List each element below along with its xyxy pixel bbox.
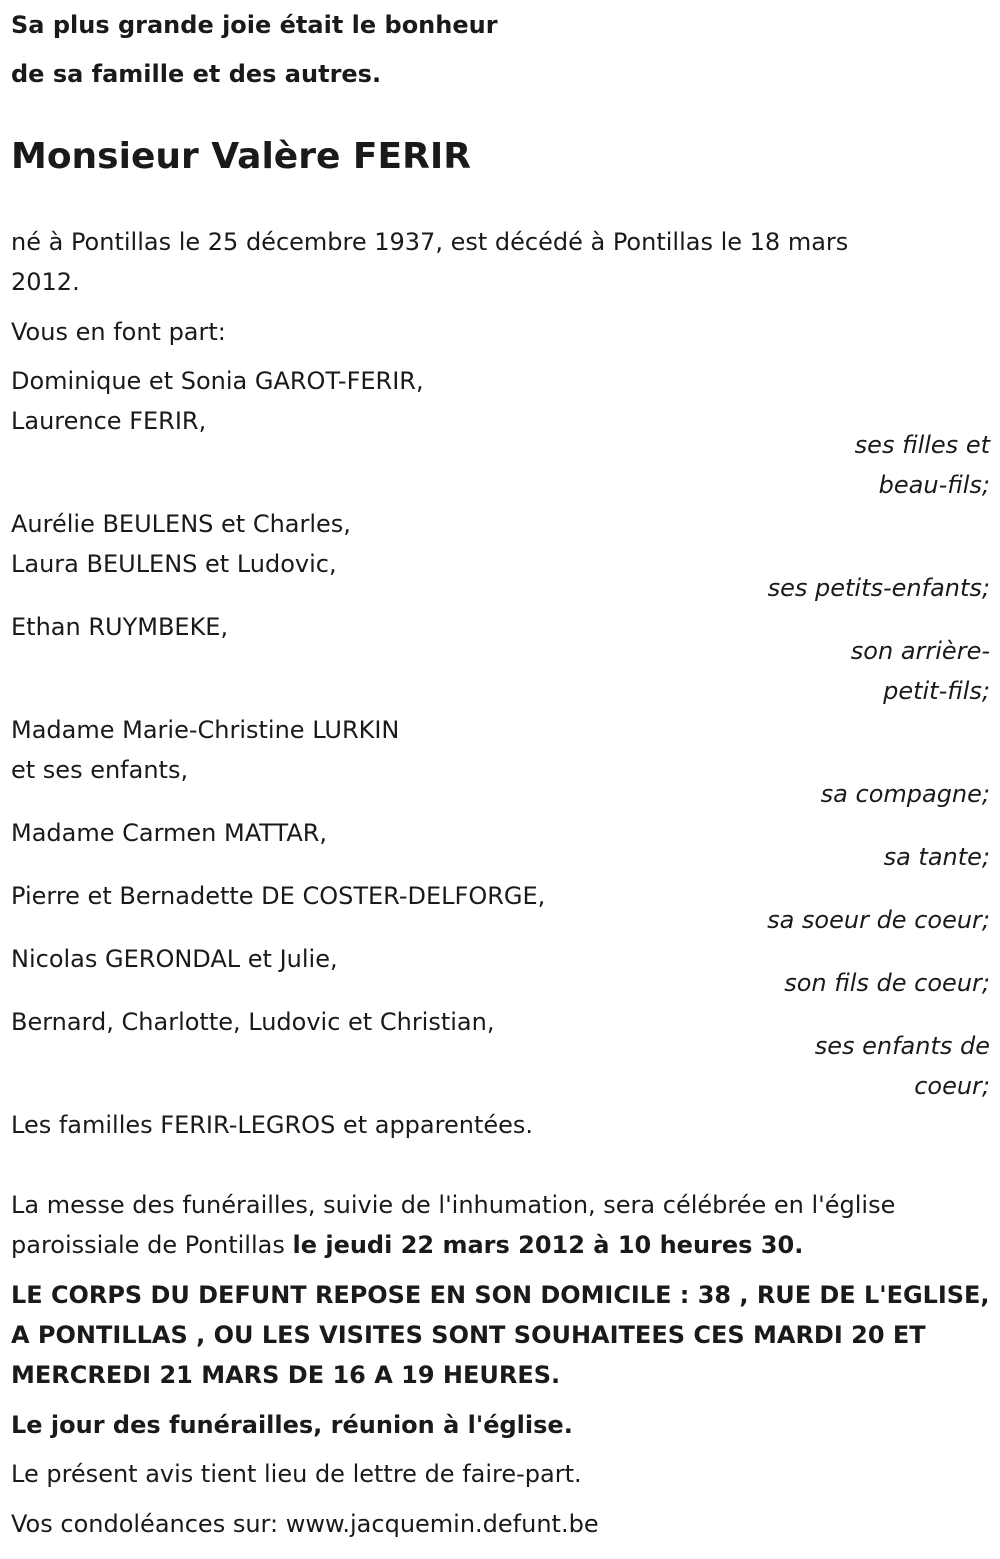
visitation-line-2: A PONTILLAS , OU LES VISITES SONT SOUHAITEES CES MARDI 20 ET xyxy=(11,1321,926,1349)
family-name-line: Laurence FERIR, xyxy=(11,407,207,435)
meeting-line: Le jour des funérailles, réunion à l'église. xyxy=(11,1411,573,1439)
families-line: Les familles FERIR-LEGROS et apparentées. xyxy=(11,1111,534,1139)
relation-label: ses enfants de xyxy=(814,1032,990,1060)
quote-line-2: de sa famille et des autres. xyxy=(11,60,382,88)
family-name-line: Nicolas GERONDAL et Julie, xyxy=(11,945,338,973)
relation-label: sa compagne; xyxy=(820,780,990,808)
family-name-line: Pierre et Bernadette DE COSTER-DELFORGE, xyxy=(11,882,546,910)
birth-death-line-1: né à Pontillas le 25 décembre 1937, est décédé à Pontillas le 18 mars xyxy=(11,228,849,256)
family-name-line: Aurélie BEULENS et Charles, xyxy=(11,510,351,538)
funeral-line-1: La messe des funérailles, suivie de l'inhumation, sera célébrée en l'église xyxy=(11,1191,896,1219)
family-name-line: Laura BEULENS et Ludovic, xyxy=(11,550,337,578)
family-name-line: Madame Marie-Christine LURKIN xyxy=(11,716,400,744)
relation-label: son fils de coeur; xyxy=(784,969,990,997)
relation-label: ses filles et xyxy=(854,431,990,459)
relation-label: son arrière- xyxy=(850,637,990,665)
relation-label: sa soeur de coeur; xyxy=(767,906,990,934)
funeral-line-2 xyxy=(11,1225,803,1265)
relation-label: sa tante; xyxy=(883,843,990,871)
intro-text: Vous en font part: xyxy=(11,318,226,346)
condolences-line: Vos condoléances sur: www.jacquemin.defunt.be xyxy=(11,1510,599,1538)
family-name-line: et ses enfants, xyxy=(11,756,189,784)
funeral-date: le jeudi 22 mars 2012 à 10 heures 30. xyxy=(292,1231,804,1259)
birth-death-line-2: 2012. xyxy=(11,268,80,296)
family-name-line: Madame Carmen MATTAR, xyxy=(11,819,328,847)
relation-label: petit-fils; xyxy=(883,677,990,705)
family-name-line: Dominique et Sonia GAROT-FERIR, xyxy=(11,367,424,395)
family-name-line: Ethan RUYMBEKE, xyxy=(11,613,229,641)
notice-line: Le présent avis tient lieu de lettre de faire-part. xyxy=(11,1460,582,1488)
funeral-location: paroissiale de Pontillas xyxy=(11,1231,293,1259)
quote-line-1: Sa plus grande joie était le bonheur xyxy=(11,11,498,39)
family-name-line: Bernard, Charlotte, Ludovic et Christian, xyxy=(11,1008,495,1036)
visitation-line-3: MERCREDI 21 MARS DE 16 A 19 HEURES. xyxy=(11,1361,561,1389)
deceased-name: Monsieur Valère FERIR xyxy=(11,136,471,177)
relation-label: coeur; xyxy=(914,1072,990,1100)
relation-label: beau-fils; xyxy=(878,471,990,499)
visitation-line-1: LE CORPS DU DEFUNT REPOSE EN SON DOMICILE : 38 , RUE DE L'EGLISE, xyxy=(11,1281,990,1309)
relation-label: ses petits-enfants; xyxy=(767,574,990,602)
